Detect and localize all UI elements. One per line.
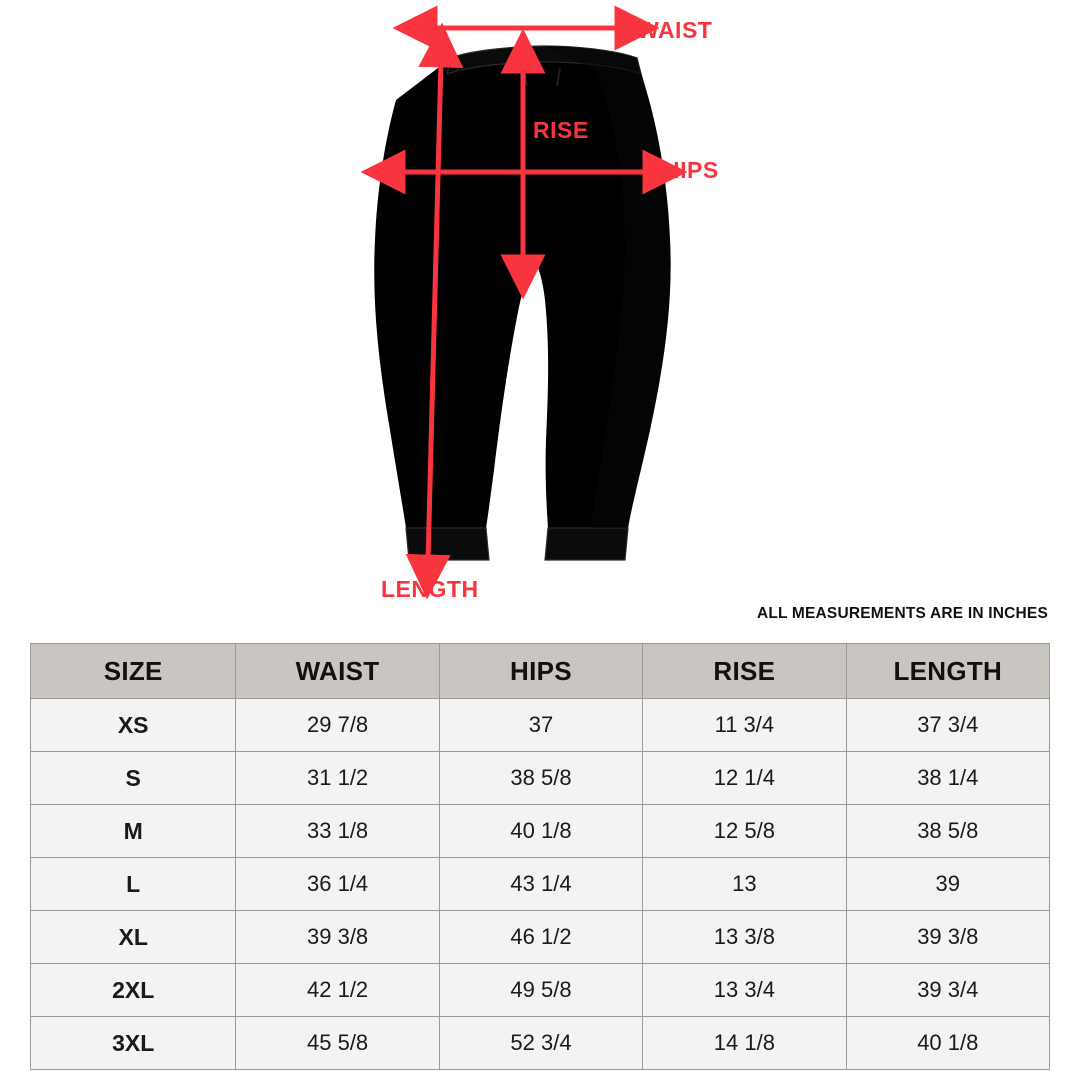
cell-waist: 39 3/8 bbox=[236, 911, 439, 964]
cell-length: 39 bbox=[846, 858, 1049, 911]
cell-hips: 43 1/4 bbox=[439, 858, 642, 911]
table-row bbox=[31, 805, 1050, 858]
cell-length: 37 3/4 bbox=[846, 699, 1049, 752]
cell-hips: 38 5/8 bbox=[439, 752, 642, 805]
cell-length: 40 1/8 bbox=[846, 1017, 1049, 1070]
cell-hips: 40 1/8 bbox=[439, 805, 642, 858]
cell-hips: 52 3/4 bbox=[439, 1017, 642, 1070]
column-header-size: SIZE bbox=[31, 644, 236, 699]
table-row bbox=[31, 964, 1050, 1017]
column-header-rise: RISE bbox=[643, 644, 846, 699]
header-row bbox=[31, 644, 1050, 699]
cell-rise: 12 1/4 bbox=[643, 752, 846, 805]
cell-size: XL bbox=[31, 911, 236, 964]
cell-waist: 36 1/4 bbox=[236, 858, 439, 911]
column-header-length: LENGTH bbox=[846, 644, 1049, 699]
table-header bbox=[31, 644, 1050, 699]
cell-size: XS bbox=[31, 699, 236, 752]
cell-length: 38 1/4 bbox=[846, 752, 1049, 805]
table-row bbox=[31, 858, 1050, 911]
column-header-hips: HIPS bbox=[439, 644, 642, 699]
cell-size: 3XL bbox=[31, 1017, 236, 1070]
cell-waist: 31 1/2 bbox=[236, 752, 439, 805]
hips-label: HIPS bbox=[663, 157, 719, 183]
cell-waist: 29 7/8 bbox=[236, 699, 439, 752]
cell-size: S bbox=[31, 752, 236, 805]
column-header-waist: WAIST bbox=[236, 644, 439, 699]
cell-hips: 46 1/2 bbox=[439, 911, 642, 964]
table-body bbox=[31, 699, 1050, 1070]
size-chart-table bbox=[30, 643, 1050, 1070]
cell-rise: 13 3/8 bbox=[643, 911, 846, 964]
cell-rise: 12 5/8 bbox=[643, 805, 846, 858]
table-row bbox=[31, 699, 1050, 752]
rise-label: RISE bbox=[533, 117, 589, 143]
cell-waist: 45 5/8 bbox=[236, 1017, 439, 1070]
cell-length: 38 5/8 bbox=[846, 805, 1049, 858]
table-row bbox=[31, 752, 1050, 805]
cell-size: M bbox=[31, 805, 236, 858]
table-row bbox=[31, 911, 1050, 964]
cell-rise: 11 3/4 bbox=[643, 699, 846, 752]
cell-size: L bbox=[31, 858, 236, 911]
cell-size: 2XL bbox=[31, 964, 236, 1017]
size-chart bbox=[30, 643, 1050, 1070]
length-label: LENGTH bbox=[381, 576, 479, 602]
cell-waist: 33 1/8 bbox=[236, 805, 439, 858]
table-row bbox=[31, 1017, 1050, 1070]
cell-rise: 14 1/8 bbox=[643, 1017, 846, 1070]
cell-length: 39 3/8 bbox=[846, 911, 1049, 964]
cell-waist: 42 1/2 bbox=[236, 964, 439, 1017]
cell-hips: 37 bbox=[439, 699, 642, 752]
cell-rise: 13 3/4 bbox=[643, 964, 846, 1017]
cell-rise: 13 bbox=[643, 858, 846, 911]
cell-hips: 49 5/8 bbox=[439, 964, 642, 1017]
measurement-units-note: ALL MEASUREMENTS ARE IN INCHES bbox=[756, 605, 1048, 622]
cell-length: 39 3/4 bbox=[846, 964, 1049, 1017]
waist-label: WAIST bbox=[637, 17, 713, 43]
